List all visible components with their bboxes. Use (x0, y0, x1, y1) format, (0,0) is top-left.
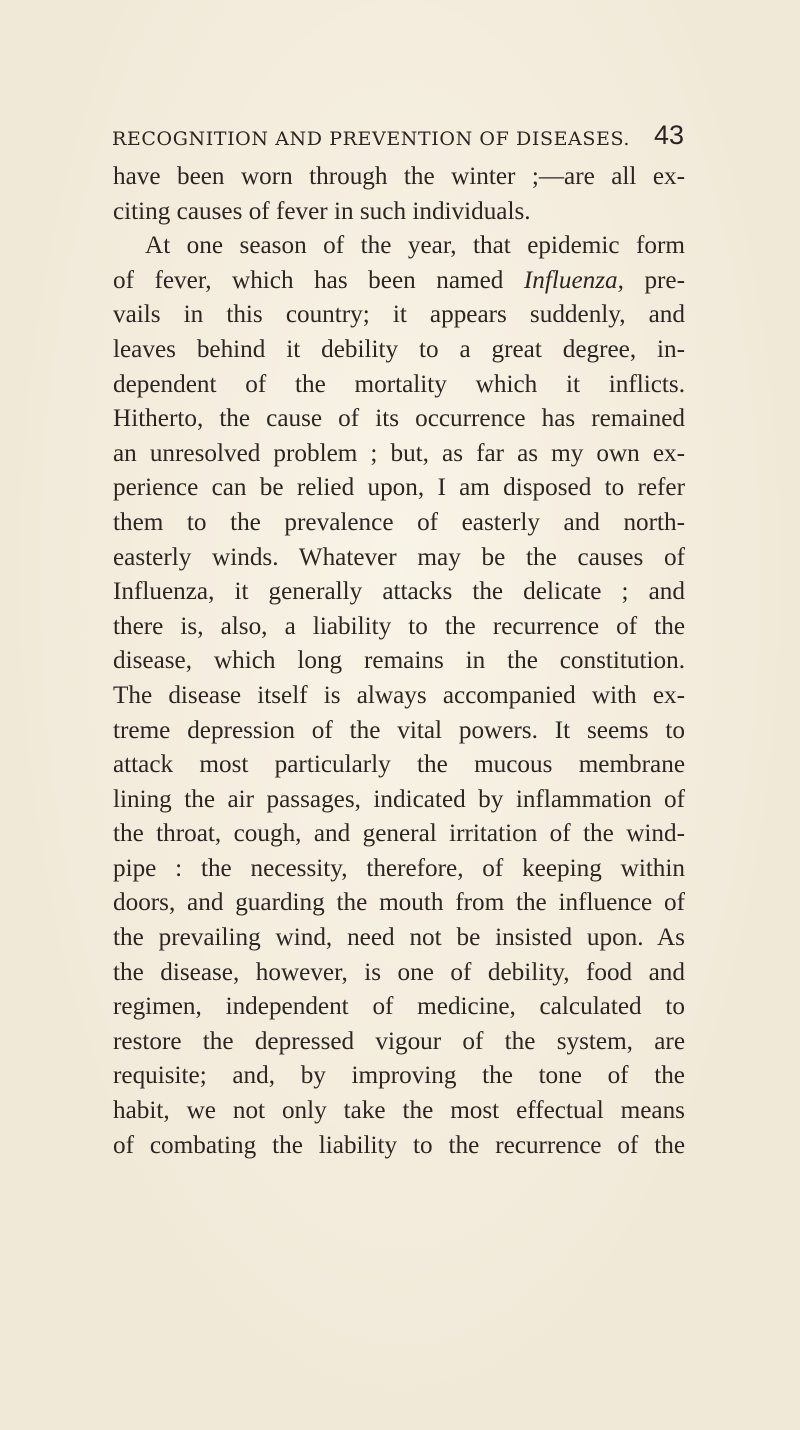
text-line: At one season of the year, that epidemic form (145, 232, 685, 260)
text-line: of combating the liability to the recurrence of the (113, 1131, 685, 1159)
text-line: the disease, however, is one of debility, food and (113, 958, 685, 986)
text-line: attack most particularly the mucous membrane (113, 751, 685, 779)
page-number: 43 (653, 120, 684, 150)
text-line: disease, which long remains in the constitution. (113, 647, 685, 675)
running-title: RECOGNITION AND PREVENTION OF DISEASES. (112, 128, 631, 150)
running-head (112, 118, 684, 154)
text-line: pipe : the necessity, therefore, of keeping within (113, 854, 685, 882)
text-line: dependent of the mortality which it inflicts. (113, 370, 685, 398)
text-line-mixed (113, 264, 685, 299)
text-line: easterly winds. Whatever may be the causes of (113, 543, 685, 571)
text-line: Hitherto, the cause of its occurrence has remained (113, 405, 685, 433)
text-line: treme depression of the vital powers. It seems to (113, 716, 685, 744)
text-segment: of fever, which has been named (113, 266, 524, 294)
text-line: requisite; and, by improving the tone of the (113, 1062, 685, 1090)
text-line: an unresolved problem ; but, as far as my own ex- (113, 439, 685, 467)
text-line: habit, we not only take the most effectual means (113, 1097, 685, 1125)
text-line: restore the depressed vigour of the system, are (113, 1027, 685, 1055)
text-line: perience can be relied upon, I am disposed to refer (113, 474, 685, 502)
text-line: vails in this country; it appears suddenly, and (113, 301, 685, 329)
text-line: the prevailing wind, need not be insisted upon. As (113, 924, 685, 952)
text-line: regimen, independent of medicine, calculated to (113, 993, 685, 1021)
italic-term: Influenza, (523, 266, 624, 294)
text-segment: pre- (623, 266, 685, 294)
text-line: The disease itself is always accompanied with ex- (113, 681, 685, 709)
text-line: the throat, cough, and general irritation of the wind- (113, 820, 685, 848)
text-line: doors, and guarding the mouth from the influence of (113, 889, 685, 917)
body-text (113, 160, 685, 1163)
text-line: Influenza, it generally attacks the delicate ; and (113, 578, 685, 606)
text-line: citing causes of fever in such individuals. (113, 197, 531, 225)
text-line: there is, also, a liability to the recurrence of the (113, 612, 685, 640)
text-line: them to the prevalence of easterly and north- (113, 508, 685, 536)
text-line: lining the air passages, indicated by inflammation of (113, 785, 685, 813)
text-line: have been worn through the winter ;—are all ex- (113, 163, 685, 190)
text-line: leaves behind it debility to a great degree, in- (113, 335, 685, 363)
